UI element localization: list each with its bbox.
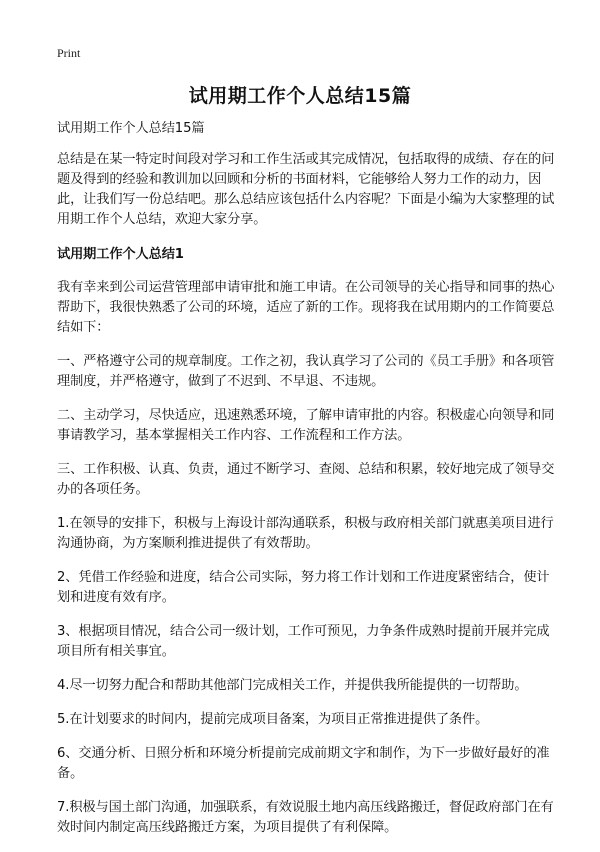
paragraph-item-2: 2、凭借工作经验和进度，结合公司实际，努力将工作计划和工作进度紧密结合，使计划和进度有效有序。 <box>57 570 550 605</box>
paragraph-item-3: 3、根据项目情况，结合公司一级计划，工作可预见，力争条件成熟时提前开展并完成项目所有相关事宜。 <box>57 624 550 659</box>
paragraph-point-2: 二、主动学习，尽快适应，迅速熟悉环境，了解申请审批的内容。积极虚心向领导和同事请教学习，基本掌握相关工作内容、工作流程和工作方法。 <box>57 408 555 443</box>
paragraph-item-6: 6、交通分析、日照分析和环境分析提前完成前期文字和制作，为下一步做好最好的准备。 <box>57 746 550 781</box>
paragraph-point-3: 三、工作积极、认真、负责，通过不断学习、查阅、总结和积累，较好地完成了领导交办的各项任务。 <box>57 462 555 497</box>
section-heading: 试用期工作个人总结1 <box>57 247 184 262</box>
intro-paragraph: 总结是在某一特定时间段对学习和工作生活或其完成情况，包括取得的成绩、存在的问题及得到的经验和教训加以回顾和分析的书面材料，它能够给人努力工作的动力，因此，让我们写一份总结吧。那么总结应该包括什么内容呢？下面是小编为大家整理的试用期工作个人总结，欢迎大家分享。 <box>57 152 555 227</box>
paragraph-intro: 我有幸来到公司运营管理部申请审批和施工申请。在公司领导的关心指导和同事的热心帮助下，我很快熟悉了公司的环境，适应了新的工作。现将我在试用期内的工作简要总结如下： <box>57 280 555 335</box>
paragraph-point-1: 一、严格遵守公司的规章制度。工作之初，我认真学习了公司的《员工手册》和各项管理制度，并严格遵守，做到了不迟到、不早退、不违规。 <box>57 354 555 389</box>
paragraph-item-4: 4.尽一切努力配合和帮助其他部门完成相关工作，并提供我所能提供的一切帮助。 <box>57 678 528 693</box>
page-title: 试用期工作个人总结15篇 <box>188 85 412 107</box>
document-subtitle: 试用期工作个人总结15篇 <box>57 121 205 136</box>
paragraph-item-5: 5.在计划要求的时间内，提前完成项目备案，为项目正常推进提供了条件。 <box>57 712 489 727</box>
print-link[interactable]: Print <box>57 46 81 60</box>
document-body <box>57 119 557 852</box>
paragraph-item-7: 7.积极与国土部门沟通，加强联系，有效说服土地内高压线路搬迁，督促政府部门在有效时间内制定高压线路搬迁方案，为项目提供了有利保障。 <box>57 800 554 835</box>
paragraph-item-1: 1.在领导的安排下，积极与上海设计部沟通联系，积极与政府相关部门就惠美项目进行沟通协商，为方案顺利推进提供了有效帮助。 <box>57 516 554 551</box>
